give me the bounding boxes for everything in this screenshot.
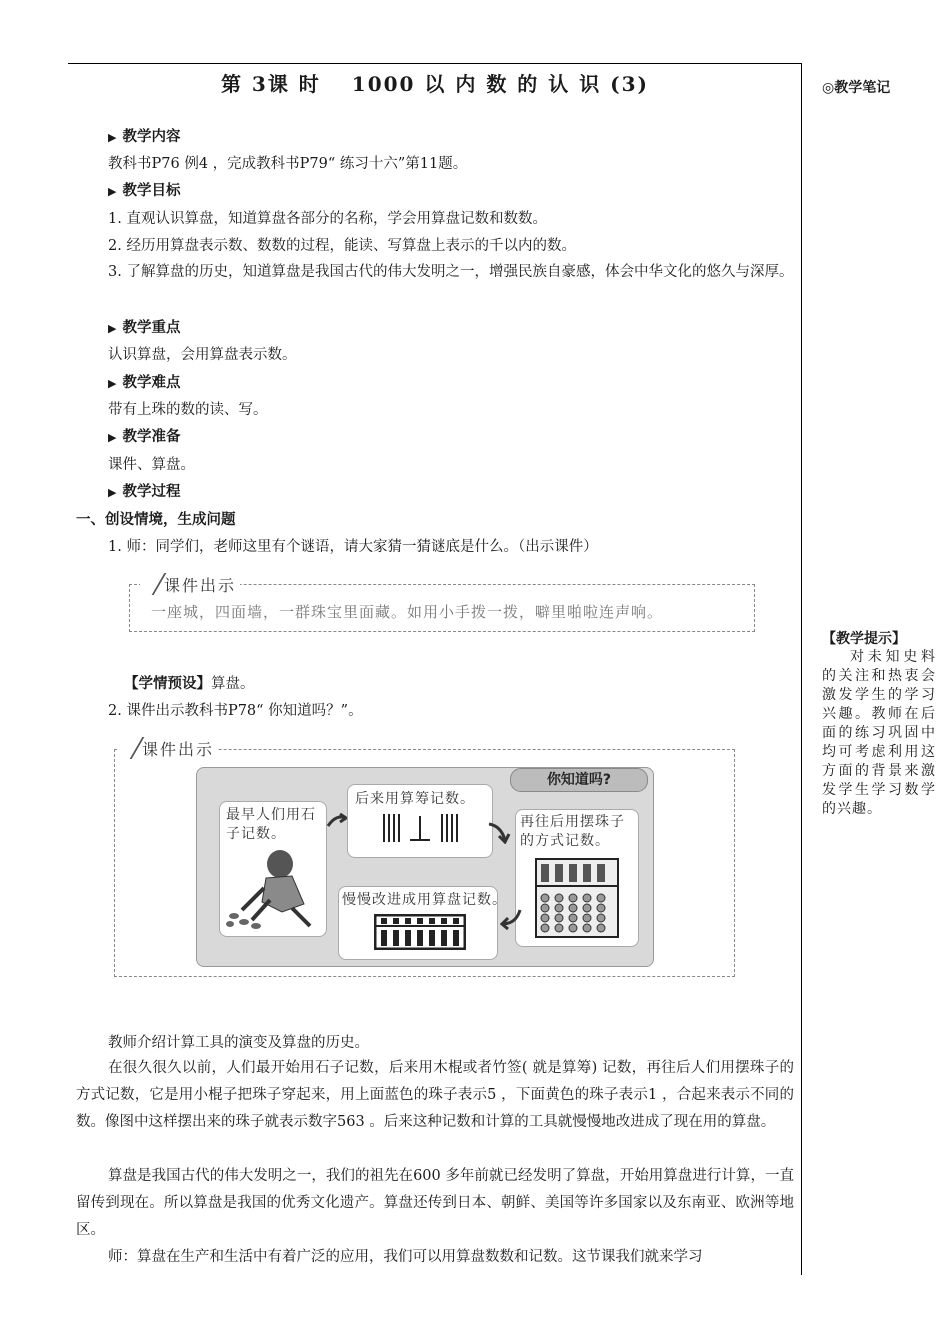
section-key-head: ▶ 教学重点 [108,320,181,336]
body-paragraph-4: 师：算盘在生产和生活中有着广泛的应用，我们可以用算盘数数和记数。这节课我们就来学习 [108,1249,703,1265]
section-content-head: ▶ 教学内容 [108,129,181,145]
preset-line [124,674,255,694]
arrow-right-icon [326,810,348,830]
section-process-head: ▶ 教学过程 [108,484,181,500]
section-goals-head: ▶ 教学目标 [108,183,181,199]
caveman-illustration [222,842,322,932]
arrow-left-icon [498,908,522,930]
tip-text: 对未知史料的关注和热衷会激发学生的学习兴趣。教师在后面的练习巩固中均可考虑利用这方面的背景来激发学生学习数学的兴趣。 [822,649,936,817]
preset-text: 算盘。 [211,676,255,692]
goal-1: 1. 直观认识算盘，知道算盘各部分的名称，学会用算盘记数和数数。 [108,211,547,227]
goal-2: 2. 经历用算盘表示数、数数的过程，能读、写算盘上表示的千以内的数。 [108,238,576,254]
card-abacus-text: 慢慢改进成用算盘记数。 [342,892,507,908]
step-2: 2. 课件出示教科书P78“ 你知道吗？”。 [108,703,363,719]
card-stones-text: 最早人们用石子记数。 [226,807,316,842]
bead-frame-illustration [535,858,619,938]
slash-mark [138,573,167,595]
courseware-label: 课件出示 [140,573,240,596]
content-text: 教科书P76 例4 ，完成教科书P79“ 练习十六”第11题。 [108,156,468,172]
counting-rods-illustration [380,812,470,846]
riddle-text: 一座城，四面墙，一群珠宝里面藏。如用小手拨一拨，噼里啪啦连声响。 [151,603,664,621]
slash-mark [116,737,145,759]
body-paragraph-3: 算盘是我国古代的伟大发明之一，我们的祖先在600 多年前就已经发明了算盘，开始用算盘进行计算，一直留传到现在。所以算盘是我国的优秀文化遗产。算盘还传到日本、朝鲜、美国等许多国家以及东南亚、欧洲等地区。 [76,1168,794,1238]
arrow-down-right-icon [487,820,511,844]
tip-title: 【教学提示】 [822,631,906,647]
courseware-label-2: 课件出示 [118,737,218,760]
part1-head: 一、创设情境，生成问题 [76,512,236,528]
body-paragraph-2: 在很久很久以前，人们最开始用石子记数，后来用木棍或者竹签( 就是算筹) 记数，再往后人们用摆珠子的方式记数，它是用小棍子把珠子穿起来，用上面蓝色的珠子表示5 ，下面黄色的珠子表示1 ，合起来表示不同的数。像图中这样摆出来的珠子就表示数字563 。后来这种记数和计算的工具就慢慢地改进成了现在用的算盘。 [76,1060,794,1130]
difficulty-text: 带有上珠的数的读、写。 [108,402,268,418]
did-you-know-badge: 你知道吗? [510,768,648,792]
step-1: 1. 师：同学们，老师这里有个谜语，请大家猜一猜谜底是什么。（出示课件） [108,539,598,555]
prep-text: 课件、算盘。 [108,457,195,473]
section-difficulty-head: ▶ 教学难点 [108,375,181,391]
preset-label: 【学情预设】 [124,675,211,692]
margin-rule [801,63,802,1275]
goal-3: 3. 了解算盘的历史，知道算盘是我国古代的伟大发明之一，增强民族自豪感，体会中华文化的悠久与深厚。 [108,264,794,280]
section-prep-head: ▶ 教学准备 [108,429,181,445]
abacus-illustration [374,914,466,950]
card-rods-text: 后来用算筹记数。 [355,791,475,807]
body-paragraph-1: 教师介绍计算工具的演变及算盘的历史。 [108,1035,369,1051]
teaching-notes-label: ◎教学笔记 [822,80,891,96]
key-text: 认识算盘，会用算盘表示数。 [108,347,297,363]
page-title: 第 3课 时 1000 以 内 数 的 认 识 (3) [220,72,650,96]
top-rule [68,63,802,64]
card-beads-text: 再往后用摆珠子的方式记数。 [520,814,625,849]
